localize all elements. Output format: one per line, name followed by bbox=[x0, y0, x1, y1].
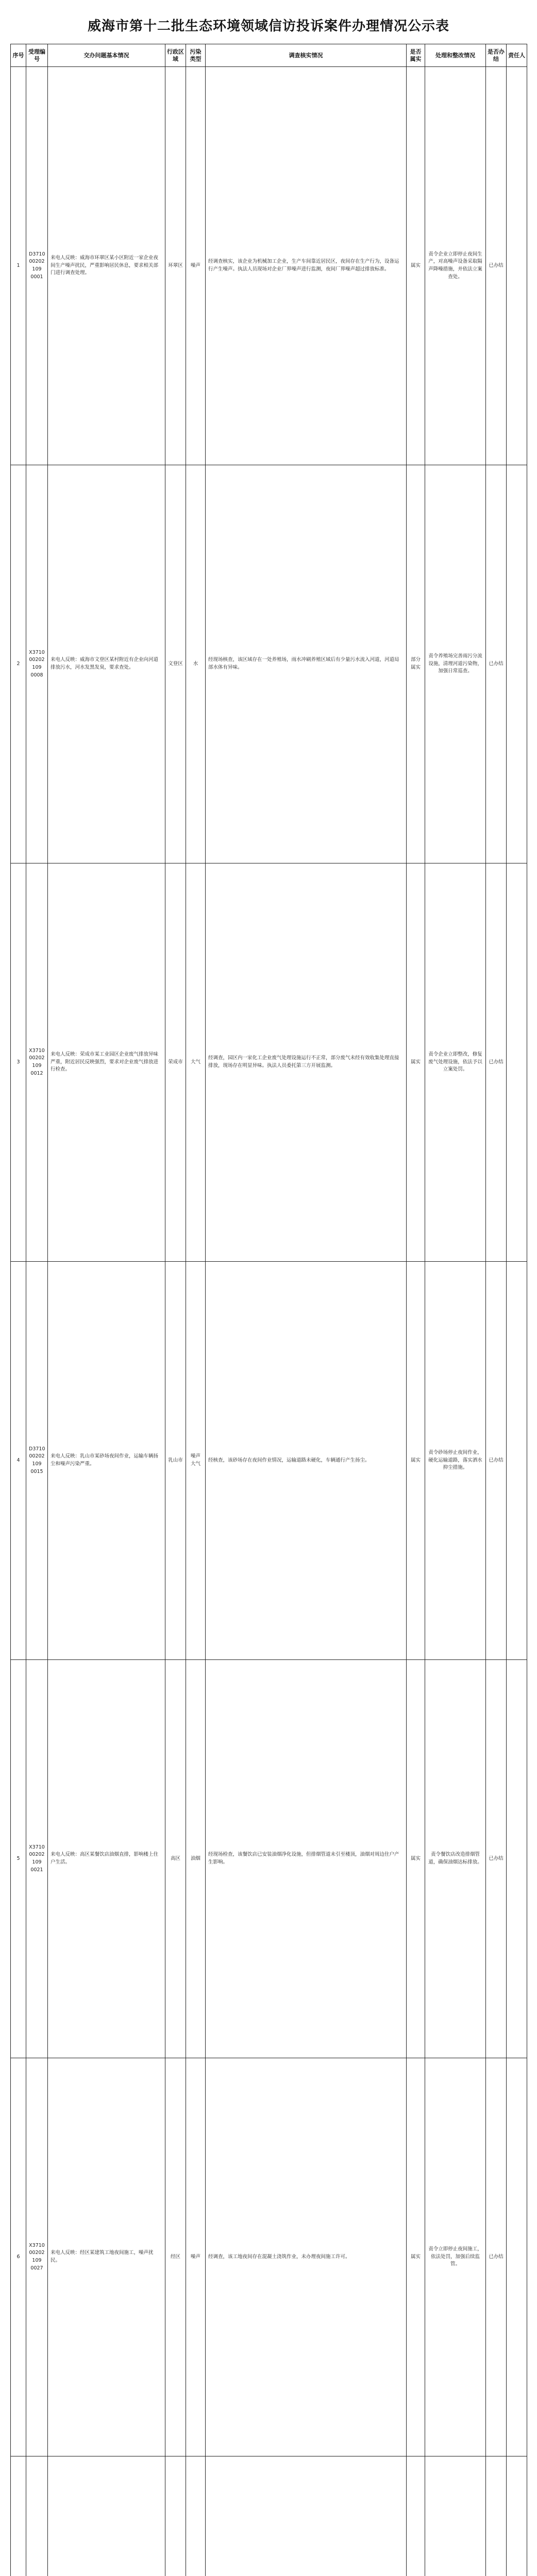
cell-area: 荣成市 bbox=[165, 863, 186, 1262]
document-title: 威海市第十二批生态环境领域信访投诉案件办理情况公示表 bbox=[87, 19, 449, 34]
cell-handling bbox=[425, 2456, 486, 2576]
cell-id: X3710 00202 109 0021 bbox=[26, 1660, 48, 2058]
cell-seq: 4 bbox=[11, 1262, 26, 1660]
cell-description: 来电人反映：经区某建筑工地夜间施工，噪声扰民。 bbox=[48, 2058, 165, 2456]
cell-result: 经核查，该砂场存在夜间作业情况，运输道路未硬化，车辆通行产生扬尘。 bbox=[206, 1262, 407, 1660]
header-seq: 序号 bbox=[11, 44, 26, 67]
cell-responsible bbox=[507, 2058, 527, 2456]
cell-seq: 6 bbox=[11, 2058, 26, 2456]
table-row bbox=[11, 1262, 527, 1660]
cell-description: 来电人反映：荣成市某工业园区企业废气排放异味严重，附近居民反映强烈，要求对企业废气排放进行检查。 bbox=[48, 863, 165, 1262]
table-row bbox=[11, 465, 527, 863]
cell-area: 经区 bbox=[165, 2058, 186, 2456]
cell-type: 噪声 大气 bbox=[186, 1262, 206, 1660]
cell-area: 文登区 bbox=[165, 465, 186, 863]
table-row bbox=[11, 2456, 527, 2576]
cell-handling: 责令立即停止夜间施工，依法处罚，加强后续监管。 bbox=[425, 2058, 486, 2456]
cell-closed: 已办结 bbox=[486, 2058, 507, 2456]
table-body bbox=[11, 67, 527, 2576]
cell-result bbox=[206, 2456, 407, 2576]
cell-verified: 属实 bbox=[407, 2058, 425, 2456]
cell-area: 高区 bbox=[165, 1660, 186, 2058]
cell-description: 来电人反映：威海市文登区某村附近有企业向河道排放污水，河水发黑发臭，要求查处。 bbox=[48, 465, 165, 863]
header-date: 受理编号 bbox=[26, 44, 48, 67]
cell-responsible bbox=[507, 863, 527, 1262]
cell-area bbox=[165, 2456, 186, 2576]
table-row bbox=[11, 1660, 527, 2058]
header-result: 调查核实情况 bbox=[206, 44, 407, 67]
cell-area: 乳山市 bbox=[165, 1262, 186, 1660]
cell-id bbox=[26, 2456, 48, 2576]
cell-verified: 属实 bbox=[407, 1262, 425, 1660]
cell-description bbox=[48, 2456, 165, 2576]
table-row bbox=[11, 2058, 527, 2456]
cell-responsible bbox=[507, 67, 527, 465]
cell-type bbox=[186, 2456, 206, 2576]
header-desc: 交办问题基本情况 bbox=[48, 44, 165, 67]
header-area: 行政区域 bbox=[165, 44, 186, 67]
cell-type: 大气 bbox=[186, 863, 206, 1262]
cell-closed: 已办结 bbox=[486, 863, 507, 1262]
cell-result: 经现场核查，该区域存在一处养殖场，雨水冲刷养殖区域后有少量污水流入河道，河道局部水体有异味。 bbox=[206, 465, 407, 863]
cell-seq: 5 bbox=[11, 1660, 26, 2058]
cell-type: 水 bbox=[186, 465, 206, 863]
cell-result: 经现场检查，该餐饮店已安装油烟净化设施，但排烟管道未引至楼顶，油烟对周边住户产生影响。 bbox=[206, 1660, 407, 2058]
table-row bbox=[11, 863, 527, 1262]
table-header-row bbox=[11, 44, 527, 67]
cell-responsible bbox=[507, 2456, 527, 2576]
cell-id: X3710 00202 109 0012 bbox=[26, 863, 48, 1262]
table-row bbox=[11, 67, 527, 465]
cell-responsible bbox=[507, 1660, 527, 2058]
cell-verified: 部分属实 bbox=[407, 465, 425, 863]
cell-responsible bbox=[507, 1262, 527, 1660]
cell-handling: 责令企业立即停止夜间生产，对高噪声设备采取隔声降噪措施，并依法立案查处。 bbox=[425, 67, 486, 465]
cell-description: 来电人反映：高区某餐饮店油烟直排，影响楼上住户生活。 bbox=[48, 1660, 165, 2058]
cell-id: D3710 00202 109 0001 bbox=[26, 67, 48, 465]
cell-id: D3710 00202 109 0015 bbox=[26, 1262, 48, 1660]
cell-seq: 2 bbox=[11, 465, 26, 863]
cell-handling: 责令企业立即整改，修复废气处理设施，依法予以立案处罚。 bbox=[425, 863, 486, 1262]
header-extra: 责任人 bbox=[507, 44, 527, 67]
cell-seq bbox=[11, 2456, 26, 2576]
cell-closed: 已办结 bbox=[486, 67, 507, 465]
complaint-table bbox=[10, 44, 527, 2576]
cell-description: 来电人反映：威海市环翠区某小区附近一家企业夜间生产噪声扰民，严重影响居民休息，要求相关部门进行调查处理。 bbox=[48, 67, 165, 465]
cell-description: 来电人反映：乳山市某砂场夜间作业，运输车辆扬尘和噪声污染严重。 bbox=[48, 1262, 165, 1660]
cell-closed: 已办结 bbox=[486, 465, 507, 863]
header-type: 污染类型 bbox=[186, 44, 206, 67]
cell-closed: 已办结 bbox=[486, 1262, 507, 1660]
cell-result: 经调查核实，该企业为机械加工企业，生产车间靠近居民区，夜间存在生产行为，设备运行产生噪声。执法人员现场对企业厂界噪声进行监测，夜间厂界噪声超过排放标准。 bbox=[206, 67, 407, 465]
cell-area: 环翠区 bbox=[165, 67, 186, 465]
cell-seq: 3 bbox=[11, 863, 26, 1262]
cell-result: 经调查，该工地夜间存在混凝土浇筑作业，未办理夜间施工许可。 bbox=[206, 2058, 407, 2456]
cell-verified: 属实 bbox=[407, 863, 425, 1262]
cell-closed: 已办结 bbox=[486, 1660, 507, 2058]
header-real: 是否属实 bbox=[407, 44, 425, 67]
header-punish: 处理和整改情况 bbox=[425, 44, 486, 67]
cell-type: 油烟 bbox=[186, 1660, 206, 2058]
cell-type: 噪声 bbox=[186, 2058, 206, 2456]
cell-verified: 属实 bbox=[407, 67, 425, 465]
header-close: 是否办结 bbox=[486, 44, 507, 67]
cell-id: X3710 00202 109 0027 bbox=[26, 2058, 48, 2456]
cell-handling: 责令砂场停止夜间作业，硬化运输道路，落实洒水抑尘措施。 bbox=[425, 1262, 486, 1660]
cell-closed bbox=[486, 2456, 507, 2576]
cell-handling: 责令餐饮店改造排烟管道，确保油烟达标排放。 bbox=[425, 1660, 486, 2058]
cell-seq: 1 bbox=[11, 67, 26, 465]
cell-verified: 属实 bbox=[407, 1660, 425, 2058]
cell-id: X3710 00202 109 0008 bbox=[26, 465, 48, 863]
cell-result: 经调查，园区内一家化工企业废气处理设施运行不正常，部分废气未经有效收集处理直接排放，现场存在明显异味。执法人员委托第三方开展监测。 bbox=[206, 863, 407, 1262]
cell-handling: 责令养殖场完善雨污分流设施，清理河道污染物，加强日常巡查。 bbox=[425, 465, 486, 863]
cell-verified bbox=[407, 2456, 425, 2576]
cell-responsible bbox=[507, 465, 527, 863]
cell-type: 噪声 bbox=[186, 67, 206, 465]
